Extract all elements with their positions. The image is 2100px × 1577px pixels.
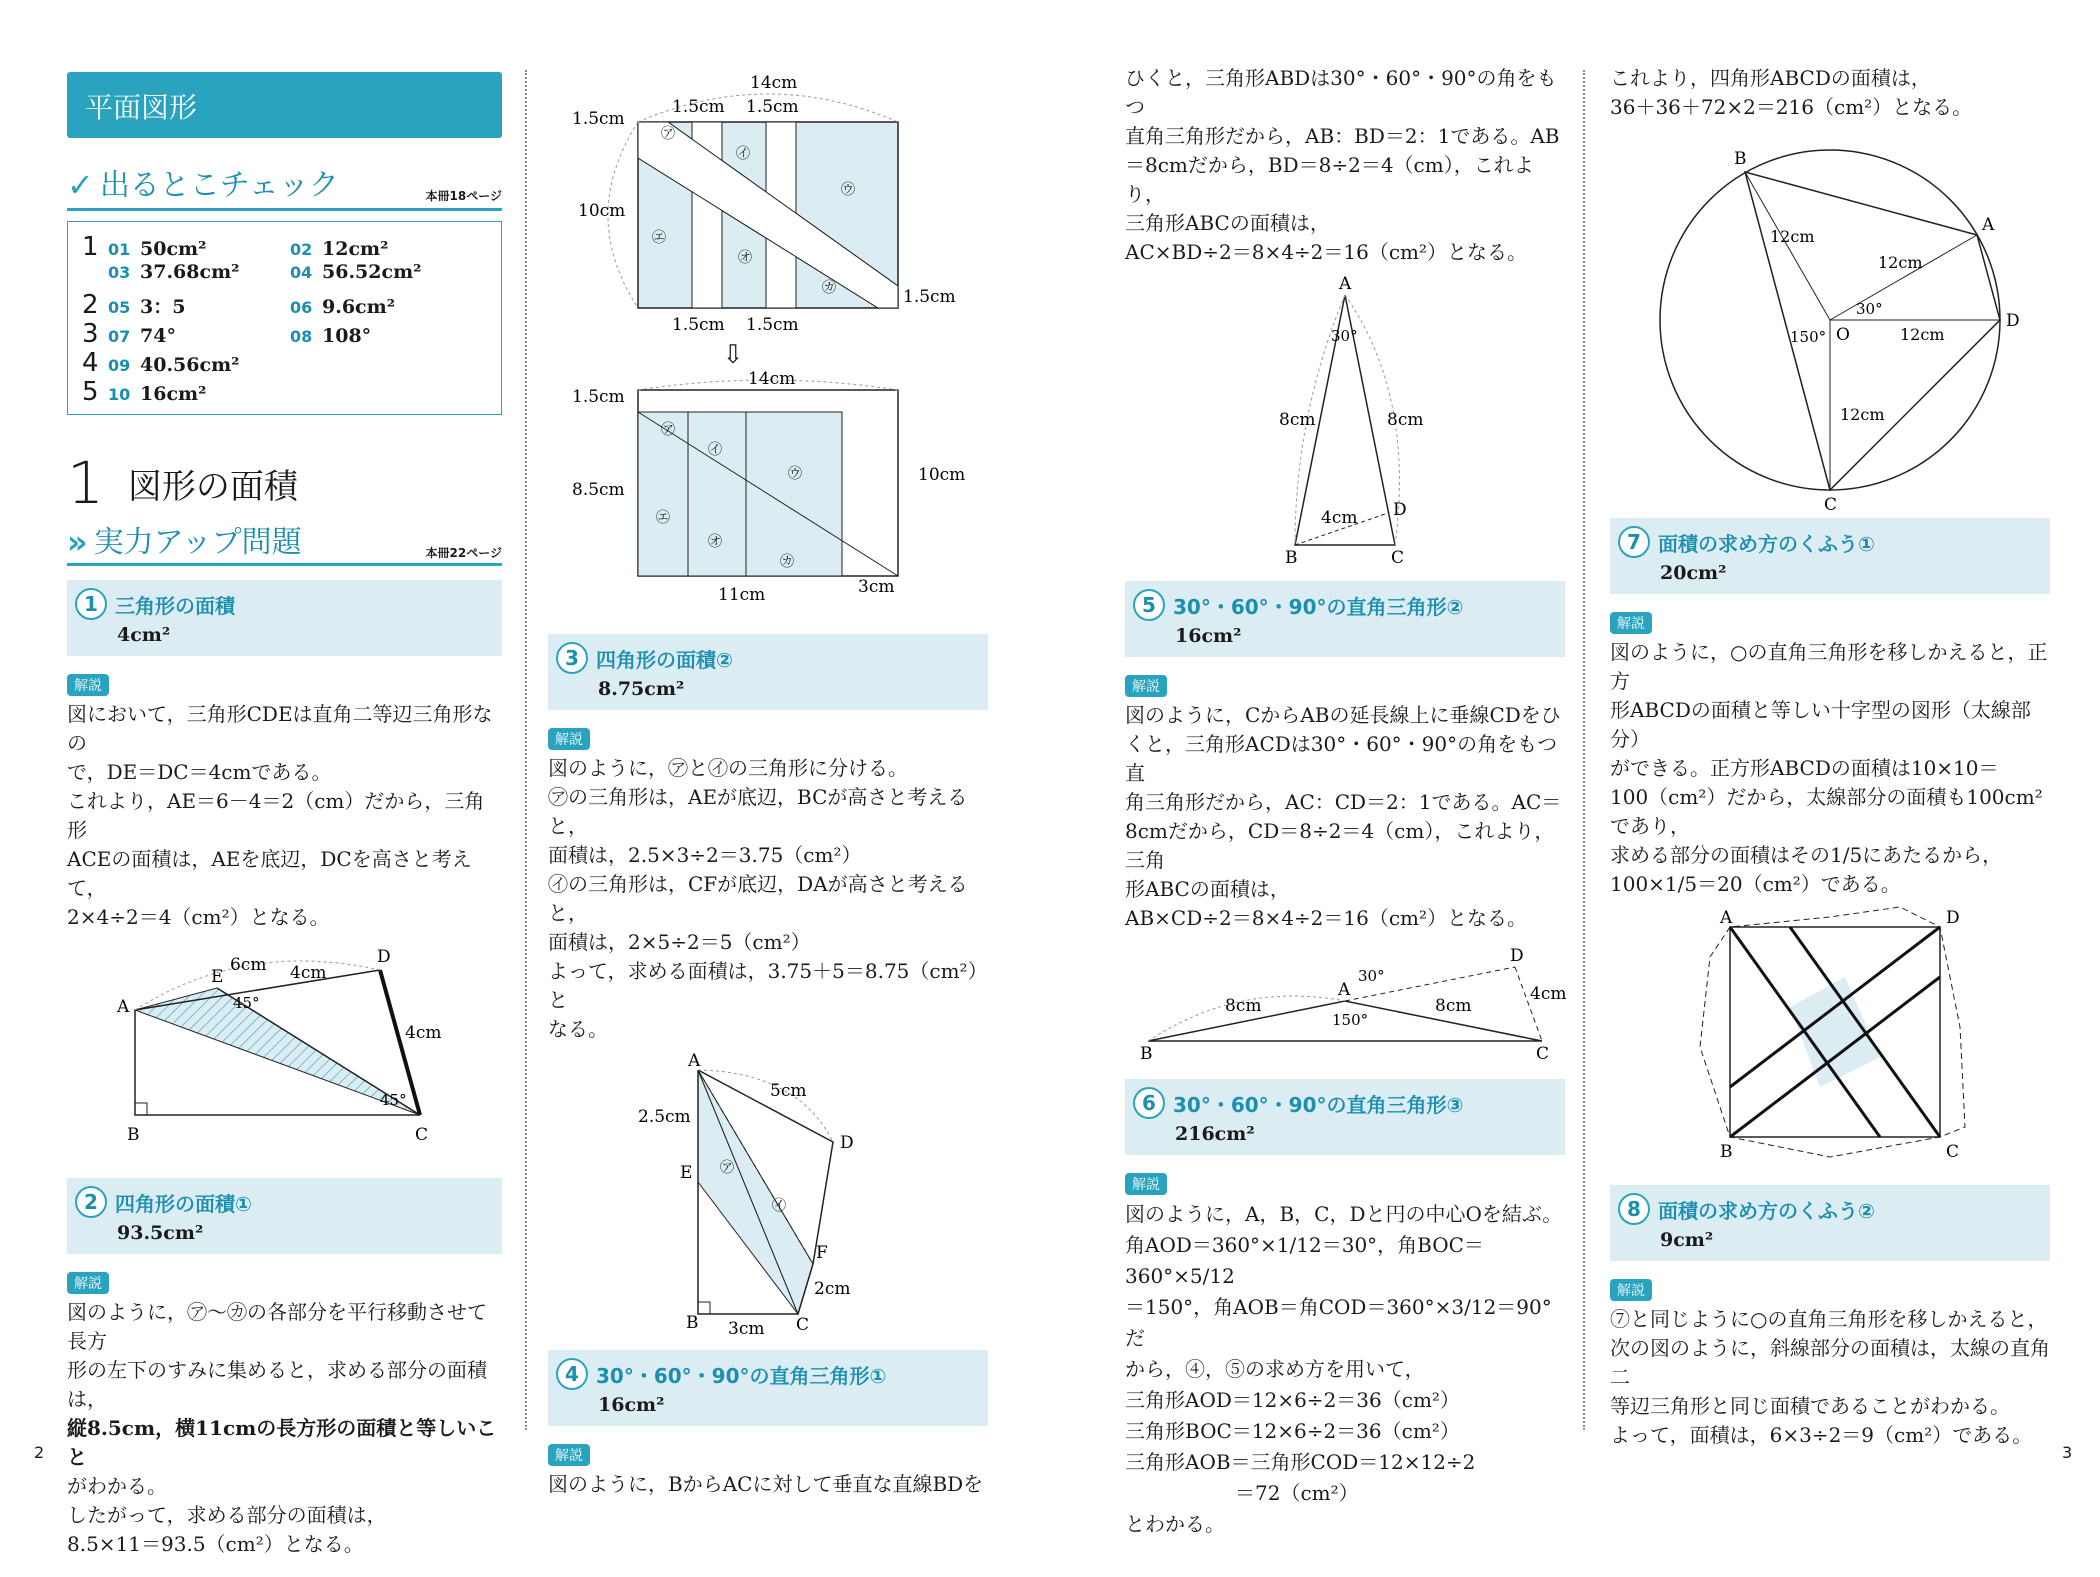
- svg-text:D: D: [840, 1133, 854, 1153]
- q6-figure: [1630, 130, 2030, 515]
- q2-figure-top: [548, 66, 988, 346]
- q-number: 8: [1618, 1193, 1650, 1225]
- svg-text:1.5cm: 1.5cm: [903, 287, 956, 307]
- svg-text:1.5cm: 1.5cm: [746, 315, 799, 335]
- explanation-text: 図のように，BからACに対して垂直な直線BDを: [548, 1472, 984, 1496]
- q-title: 三角形の面積: [115, 593, 235, 618]
- subheading: [67, 517, 502, 566]
- svg-text:F: F: [816, 1243, 828, 1263]
- svg-text:㋐: ㋐: [720, 1160, 734, 1176]
- explanation-badge: 解説: [1610, 1279, 1652, 1301]
- q-answer: 16cm²: [598, 1394, 665, 1416]
- q-answer: 93.5cm²: [117, 1222, 204, 1244]
- check-row: [82, 319, 487, 348]
- question-6: [1125, 1079, 1565, 1540]
- svg-text:8cm: 8cm: [1435, 996, 1472, 1016]
- q-number: 3: [556, 642, 588, 674]
- svg-text:㋒: ㋒: [788, 466, 802, 482]
- check-group: 3: [82, 319, 99, 349]
- q-title: 30°・60°・90°の直角三角形②: [1173, 594, 1464, 619]
- svg-text:A: A: [1338, 980, 1351, 1000]
- q-title: 面積の求め方のくふう①: [1658, 531, 1875, 556]
- q-answer: 16cm²: [1175, 625, 1242, 647]
- svg-text:1.5cm: 1.5cm: [746, 97, 799, 117]
- svg-text:4cm: 4cm: [1530, 984, 1567, 1004]
- check-num: 08: [290, 327, 313, 346]
- label-a: A: [116, 997, 129, 1017]
- svg-text:1.5cm: 1.5cm: [672, 315, 725, 335]
- q1-figure: [75, 940, 495, 1160]
- check-value: 9.6cm²: [322, 296, 396, 318]
- svg-text:30°: 30°: [1856, 300, 1883, 318]
- explanation-badge: 解説: [1610, 612, 1652, 634]
- check-title: 出るとこチェック: [99, 168, 339, 203]
- q-title: 四角形の面積②: [596, 647, 733, 672]
- q-number: 5: [1133, 589, 1165, 621]
- check-num: 07: [108, 327, 131, 346]
- chapter-number: 1: [67, 449, 104, 517]
- check-row: [82, 261, 487, 290]
- svg-text:10cm: 10cm: [578, 201, 626, 221]
- check-num: 09: [108, 356, 131, 375]
- svg-text:12cm: 12cm: [1878, 253, 1923, 272]
- q-answer: 20cm²: [1660, 562, 1727, 584]
- svg-text:1.5cm: 1.5cm: [572, 109, 625, 129]
- svg-text:11cm: 11cm: [718, 585, 766, 605]
- explanation-text: ⑦と同じように○の直角三角形を移しかえると， 次の図のように，斜線部分の面積は，太線の直角二 等辺三角形と同じ面積であることがわかる。 よって，面積は，6×3÷2＝9（cm²）である。: [1610, 1307, 2050, 1447]
- svg-text:㋕: ㋕: [822, 280, 836, 296]
- svg-text:10cm: 10cm: [918, 465, 966, 485]
- svg-text:㋑: ㋑: [708, 442, 722, 458]
- q-number: 7: [1618, 526, 1650, 558]
- svg-text:E: E: [210, 967, 223, 987]
- check-value: 50cm²: [140, 238, 207, 260]
- check-value: 3：5: [140, 296, 186, 318]
- check-box: [67, 221, 502, 415]
- check-ref: 本冊18ページ: [425, 189, 502, 203]
- column-1: [67, 72, 502, 1577]
- chapter-title: 図形の面積: [127, 466, 298, 507]
- svg-text:4cm: 4cm: [404, 1023, 441, 1043]
- explanation-text: 図のように，㋐～㋕の各部分を平行移動させて長方 形の左下のすみに集めると，求める部分の面積は， 縦8.5cm，横11cmの長方形の面積と等しいこと がわかる。 したがって，求める部分の面積は， 8.5×11＝93.5（cm²）となる。: [67, 1300, 497, 1556]
- check-value: 12cm²: [322, 238, 389, 260]
- svg-text:㋐: ㋐: [661, 422, 675, 438]
- q-title: 30°・60°・90°の直角三角形③: [1173, 1092, 1464, 1117]
- chapter-ref: 本冊22ページ: [425, 546, 502, 560]
- q-number: 6: [1133, 1087, 1165, 1119]
- check-value: 16cm²: [140, 383, 207, 405]
- q-answer: 216cm²: [1175, 1123, 1255, 1145]
- down-arrow-icon: ⇩: [722, 340, 744, 370]
- svg-text:㋓: ㋓: [656, 510, 670, 526]
- svg-text:A: A: [1982, 215, 1995, 235]
- svg-text:8cm: 8cm: [1279, 410, 1316, 430]
- q-answer: 8.75cm²: [598, 678, 685, 700]
- explanation-badge: 解説: [1125, 1173, 1167, 1195]
- q4-figure: [1195, 274, 1495, 568]
- check-value: 40.56cm²: [140, 354, 240, 376]
- svg-text:14cm: 14cm: [750, 73, 798, 93]
- column-4: [1610, 64, 2050, 1468]
- explanation-text: 図のように，CからABの延長線上に垂線CDをひ くと，三角形ACDは30°・60°・90°の角をもつ直 角三角形だから，AC：CD＝2：1である。AC＝ 8cmだから，CD＝8÷2＝4（cm），これより，三角 形ABCの面積は， AB×CD÷2＝8×4÷2＝16（cm²）となる。: [1125, 703, 1562, 930]
- svg-text:45°: 45°: [379, 1091, 407, 1109]
- explanation-text: 図のように，○の直角三角形を移しかえると，正方 形ABCDの面積と等しい十字型の図形（太線部分） ができる。正方形ABCDの面積は10×10＝ 100（cm²）だから，太線部分の面積も100cm²であり， 求める部分の面積はその1/5にあたるから， 100×1/5＝20（cm²）である。: [1610, 640, 2048, 896]
- chapter-sub: 実力アップ問題: [93, 525, 302, 560]
- explanation-badge: 解説: [548, 1444, 590, 1466]
- check-num: 02: [290, 240, 313, 259]
- svg-text:150°: 150°: [1332, 1011, 1369, 1029]
- svg-text:D: D: [1946, 908, 1960, 928]
- question-4: [548, 1350, 988, 1499]
- svg-text:㋒: ㋒: [841, 182, 855, 198]
- q2-figure-bottom: [548, 370, 988, 620]
- check-group: 2: [82, 290, 99, 320]
- svg-text:B: B: [686, 1313, 699, 1333]
- explanation-text: 図において，三角形CDEは直角二等辺三角形なの で，DE＝DC＝4cmである。 これより，AE＝6－4＝2（cm）だから，三角形 ACEの面積は，AEを底辺，DCを高さと考えて， 2×4÷2＝4（cm²）となる。: [67, 702, 493, 929]
- column-separator: [1583, 70, 1585, 1430]
- svg-text:B: B: [1720, 1142, 1733, 1162]
- page-number-right: 3: [2062, 1443, 2073, 1462]
- svg-text:D: D: [1510, 946, 1524, 966]
- q6-continued-text: これより，四角形ABCDの面積は， 36＋36＋72×2＝216（cm²）となる。: [1610, 66, 1973, 119]
- explanation-text: 図のように，㋐と㋑の三角形に分ける。 ㋐の三角形は，AEが底辺，BCが高さと考えると， 面積は，2.5×3÷2＝3.75（cm²） ㋑の三角形は，CFが底辺，DAが高さと考えると， 面積は，2×5÷2＝5（cm²） よって，求める面積は，3.75＋5＝8.75（cm²）と なる。: [548, 756, 988, 1041]
- check-value: 56.52cm²: [322, 261, 422, 283]
- q-number: 1: [75, 588, 107, 620]
- svg-text:C: C: [1946, 1142, 1960, 1162]
- check-row: [82, 232, 487, 261]
- q-title: 30°・60°・90°の直角三角形①: [596, 1363, 887, 1388]
- svg-text:1.5cm: 1.5cm: [672, 97, 725, 117]
- svg-text:B: B: [126, 1125, 139, 1145]
- question-1: [67, 580, 502, 1160]
- svg-text:A: A: [1339, 274, 1352, 294]
- check-heading: [67, 160, 502, 211]
- svg-text:12cm: 12cm: [1900, 325, 1945, 344]
- check-value: 74°: [140, 325, 176, 347]
- svg-text:12cm: 12cm: [1840, 405, 1885, 424]
- question-8: [1610, 1185, 2050, 1450]
- check-group: 1: [82, 232, 99, 262]
- svg-text:O: O: [1836, 325, 1850, 345]
- check-num: 06: [290, 298, 313, 317]
- svg-text:150°: 150°: [1790, 328, 1827, 346]
- svg-text:C: C: [1824, 495, 1838, 515]
- svg-text:㋑: ㋑: [772, 1198, 786, 1214]
- column-2: [548, 66, 988, 1517]
- svg-text:3cm: 3cm: [858, 577, 895, 597]
- svg-text:2.5cm: 2.5cm: [638, 1107, 691, 1127]
- svg-text:C: C: [1536, 1044, 1550, 1064]
- svg-text:4cm: 4cm: [289, 963, 326, 983]
- svg-text:14cm: 14cm: [748, 369, 796, 389]
- svg-text:30°: 30°: [1358, 967, 1385, 985]
- svg-text:D: D: [376, 947, 391, 967]
- explanation-badge: 解説: [67, 1272, 109, 1294]
- q7-figure: [1670, 907, 1990, 1167]
- svg-text:㋑: ㋑: [736, 146, 750, 162]
- svg-text:4cm: 4cm: [1321, 508, 1358, 528]
- question-2: [67, 1178, 502, 1559]
- svg-text:3cm: 3cm: [728, 1319, 765, 1339]
- svg-text:㋔: ㋔: [738, 250, 752, 266]
- q-number: 4: [556, 1358, 588, 1390]
- check-value: 37.68cm²: [140, 261, 240, 283]
- svg-text:C: C: [414, 1125, 428, 1145]
- explanation-badge: 解説: [1125, 675, 1167, 697]
- svg-text:5cm: 5cm: [770, 1081, 807, 1101]
- check-row: [82, 348, 487, 377]
- question-3: [548, 634, 988, 1339]
- svg-text:12cm: 12cm: [1770, 227, 1815, 246]
- svg-text:1.5cm: 1.5cm: [572, 387, 625, 407]
- explanation-badge: 解説: [67, 674, 109, 696]
- svg-text:A: A: [688, 1051, 701, 1071]
- svg-text:2cm: 2cm: [814, 1279, 851, 1299]
- check-row: [82, 290, 487, 319]
- check-num: 04: [290, 263, 313, 282]
- svg-text:45°: 45°: [232, 994, 260, 1012]
- svg-text:㋕: ㋕: [780, 554, 794, 570]
- q-number: 2: [75, 1186, 107, 1218]
- svg-text:C: C: [1391, 548, 1405, 568]
- svg-text:C: C: [796, 1315, 810, 1335]
- q5-figure: [1130, 941, 1567, 1064]
- double-chevron-icon: »: [67, 523, 88, 561]
- svg-text:D: D: [1393, 500, 1407, 520]
- svg-text:8.5cm: 8.5cm: [572, 480, 625, 500]
- svg-text:30°: 30°: [1331, 327, 1358, 345]
- svg-text:B: B: [1140, 1044, 1153, 1064]
- svg-text:㋔: ㋔: [708, 534, 722, 550]
- svg-text:D: D: [2006, 311, 2020, 331]
- check-group: 4: [82, 348, 99, 378]
- question-7: [1610, 518, 2050, 1167]
- q-answer: 4cm²: [117, 624, 171, 646]
- svg-text:8cm: 8cm: [1387, 410, 1424, 430]
- q3-figure: [558, 1051, 978, 1339]
- svg-text:E: E: [680, 1163, 693, 1183]
- check-num: 01: [108, 240, 131, 259]
- explanation-text: 図のように，A，B，C，Dと円の中心Oを結ぶ。 角AOD＝360°×1/12＝30°，角BOC＝360°×5/12 ＝150°，角AOB＝角COD＝360°×3/12＝90°だ から，④，⑤の求め方を用いて， 三角形AOD＝12×6÷2＝36（cm²） 三角形BOC＝12×6÷2＝36（cm²） 三角形AOB＝三角形COD＝12×12÷2 ＝72（cm²） とわかる。: [1125, 1202, 1563, 1536]
- q4-continued-text: ひくと，三角形ABDは30°・60°・90°の角をもつ 直角三角形だから，AB：BD＝2：1である。AB ＝8cmだから，BD＝8÷2＝4（cm），これより， 三角形ABCの面積は， AC×BD÷2＝8×4÷2＝16（cm²）となる。: [1125, 66, 1560, 264]
- check-row: [82, 377, 487, 406]
- svg-text:8cm: 8cm: [1225, 996, 1262, 1016]
- page-number-left: 2: [34, 1443, 45, 1462]
- svg-text:A: A: [1720, 908, 1733, 928]
- q-title: 四角形の面積①: [115, 1191, 252, 1216]
- chapter-heading: [67, 449, 502, 517]
- q-answer: 9cm²: [1660, 1229, 1714, 1251]
- check-num: 05: [108, 298, 131, 317]
- explanation-badge: 解説: [548, 728, 590, 750]
- question-5: [1125, 581, 1567, 1064]
- q-title: 面積の求め方のくふう②: [1658, 1198, 1875, 1223]
- svg-text:㋓: ㋓: [652, 230, 666, 246]
- check-num: 03: [108, 263, 131, 282]
- check-num: 10: [108, 385, 131, 404]
- column-3: [1125, 64, 1565, 1558]
- svg-text:B: B: [1734, 149, 1747, 169]
- svg-text:B: B: [1285, 548, 1298, 568]
- svg-text:6cm: 6cm: [229, 955, 266, 975]
- check-value: 108°: [322, 325, 372, 347]
- check-icon: ✓: [67, 166, 94, 204]
- svg-text:㋐: ㋐: [661, 126, 675, 142]
- check-group: 5: [82, 377, 99, 407]
- section-banner: 平面図形: [67, 72, 502, 138]
- column-separator: [525, 70, 527, 1430]
